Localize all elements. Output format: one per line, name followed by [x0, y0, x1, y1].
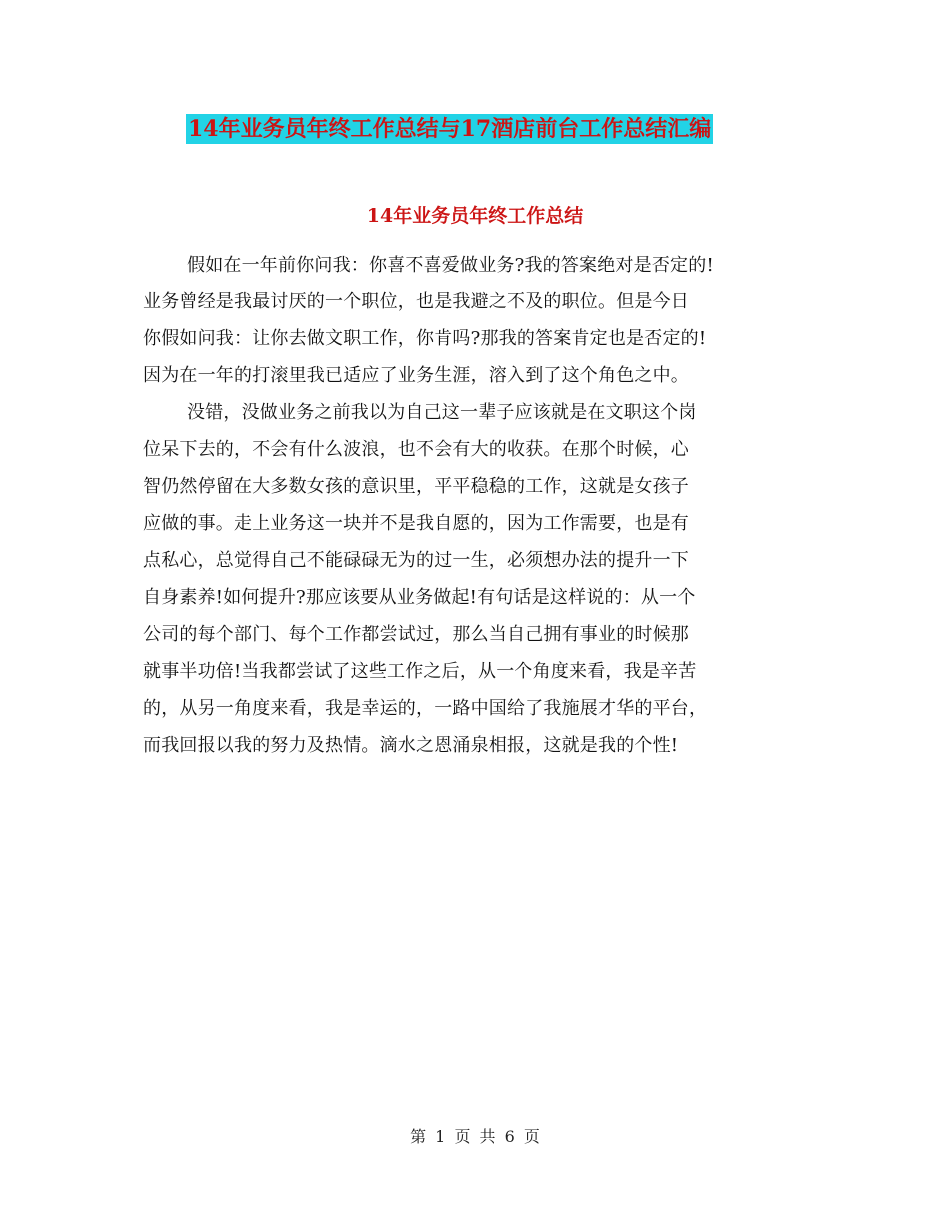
- section-heading: 14年业务员年终工作总结: [366, 205, 584, 227]
- paragraph-line: 你假如问我：让你去做文职工作，你肯吗?那我的答案肯定也是否定的!: [143, 328, 707, 349]
- paragraph-line: 的，从另一角度来看，我是幸运的，一路中国给了我施展才华的平台，: [143, 698, 708, 719]
- paragraph-line: 就事半功倍!当我都尝试了这些工作之后，从一个角度来看，我是辛苦: [143, 661, 697, 682]
- paragraph-line: 而我回报以我的努力及热情。滴水之恩涌泉相报，这就是我的个性!: [143, 735, 679, 756]
- paragraph-line: 自身素养!如何提升?那应该要从业务做起!有句话是这样说的：从一个: [143, 587, 696, 608]
- paragraph-line: 公司的每个部门、每个工作都尝试过，那么当自己拥有事业的时候那: [143, 624, 689, 645]
- page-number-footer: 第 1 页 共 6 页: [410, 1127, 540, 1146]
- paragraph-line: 点私心，总觉得自己不能碌碌无为的过一生，必须想办法的提升一下: [143, 550, 689, 571]
- paragraph-line: 假如在一年前你问我：你喜不喜爱做业务?我的答案绝对是否定的!: [187, 255, 714, 276]
- paragraph-line: 应做的事。走上业务这一块并不是我自愿的，因为工作需要，也是有: [143, 513, 689, 534]
- paragraph-line: 智仍然停留在大多数女孩的意识里，平平稳稳的工作，这就是女孩子: [143, 476, 689, 497]
- paragraph-line: 位呆下去的，不会有什么波浪，也不会有大的收获。在那个时候，心: [143, 439, 689, 460]
- paragraph-line: 业务曾经是我最讨厌的一个职位，也是我避之不及的职位。但是今日: [143, 291, 689, 312]
- paragraph-line: 没错，没做业务之前我以为自己这一辈子应该就是在文职这个岗: [187, 402, 697, 423]
- paragraph-line: 因为在一年的打滚里我已适应了业务生涯，溶入到了这个角色之中。: [143, 365, 689, 386]
- document-title: 14年业务员年终工作总结与17酒店前台工作总结汇编: [188, 116, 712, 142]
